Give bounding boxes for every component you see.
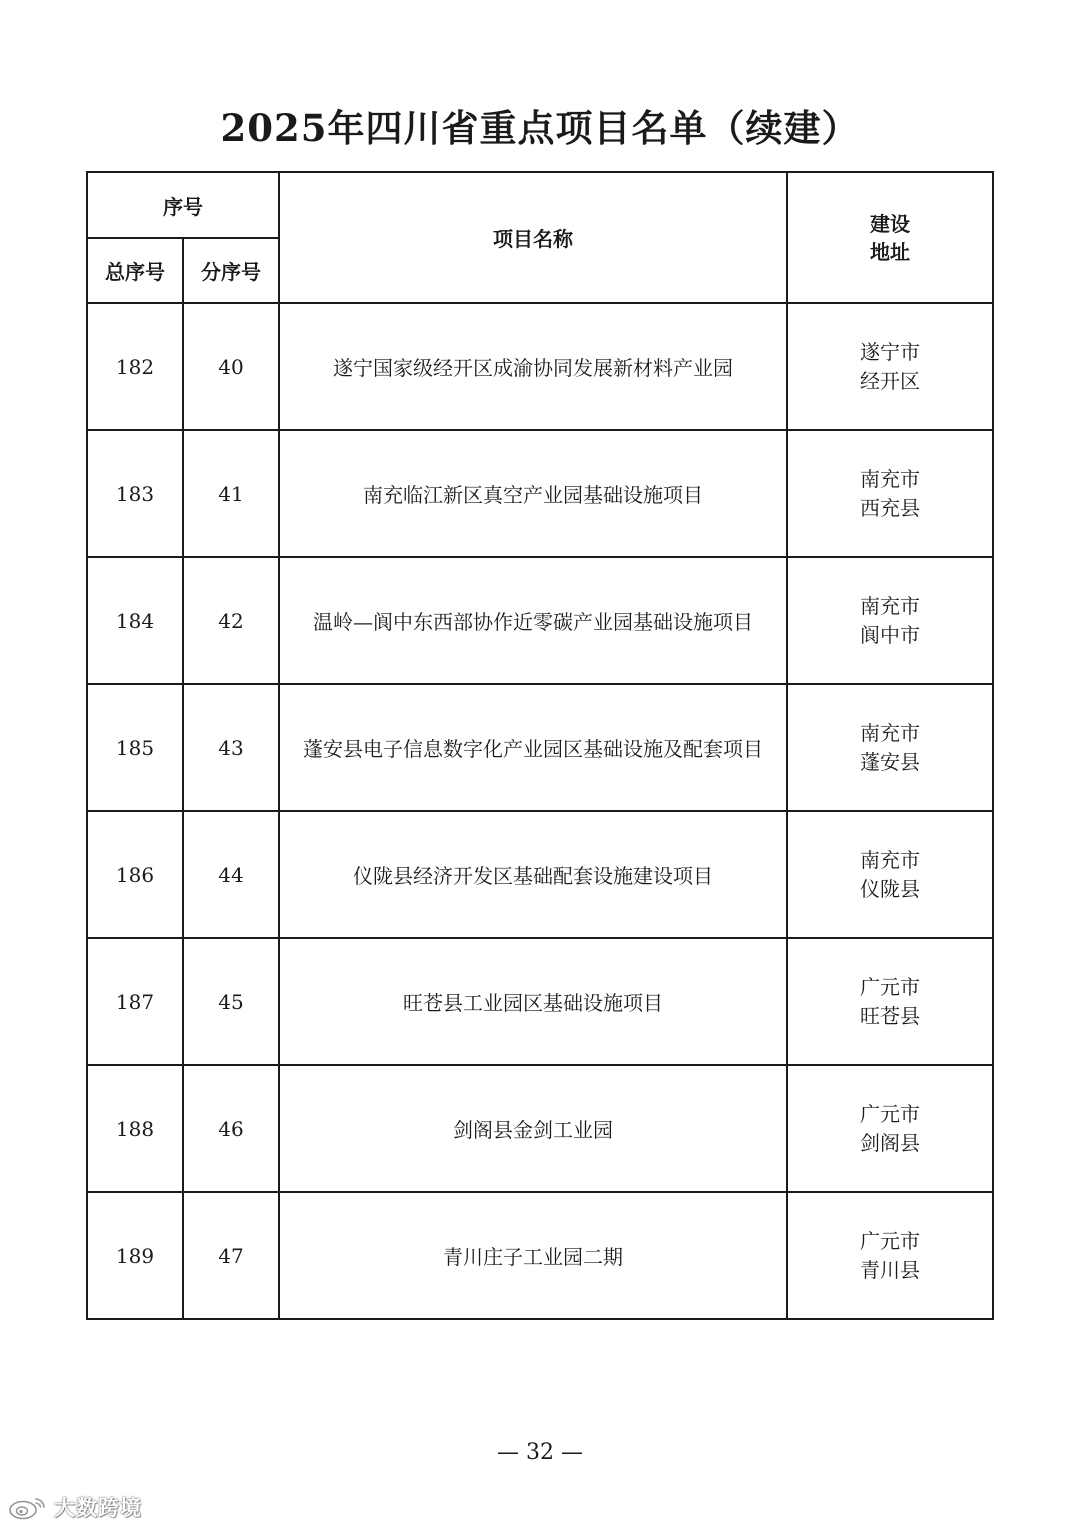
address-district: 经开区 (860, 368, 920, 393)
address-city: 遂宁市 (860, 339, 920, 364)
table-row (87, 303, 993, 430)
header-address-line2: 地址 (870, 239, 910, 264)
project-name-cell: 南充临江新区真空产业园基础设施项目 (279, 430, 787, 557)
table-row (87, 684, 993, 811)
sub-seq-cell: 45 (183, 938, 279, 1065)
sub-seq-cell: 43 (183, 684, 279, 811)
address-cell (787, 1065, 993, 1192)
sub-seq-cell: 40 (183, 303, 279, 430)
total-seq-cell: 183 (87, 430, 183, 557)
table-row (87, 1192, 993, 1319)
weibo-logo-icon (8, 1494, 48, 1520)
document-title: 2025年四川省重点项目名单（续建） (220, 106, 860, 150)
address-cell (787, 684, 993, 811)
total-seq-cell: 182 (87, 303, 183, 430)
project-table (86, 171, 994, 1320)
watermark-text: 大数跨境 (54, 1496, 142, 1520)
header-project-name: 项目名称 (279, 172, 787, 303)
header-address (787, 172, 993, 303)
address-district: 旺苍县 (860, 1003, 920, 1028)
project-name-cell: 遂宁国家级经开区成渝协同发展新材料产业园 (279, 303, 787, 430)
address-cell (787, 811, 993, 938)
table-row (87, 557, 993, 684)
address-district: 青川县 (860, 1257, 920, 1282)
page-number: — 32 — (497, 1440, 583, 1465)
sub-seq-cell: 47 (183, 1192, 279, 1319)
project-name-cell: 仪陇县经济开发区基础配套设施建设项目 (279, 811, 787, 938)
project-name-cell: 青川庄子工业园二期 (279, 1192, 787, 1319)
address-cell (787, 938, 993, 1065)
address-district: 剑阁县 (860, 1130, 920, 1155)
table-row (87, 938, 993, 1065)
address-city: 南充市 (860, 466, 920, 491)
sub-seq-cell: 42 (183, 557, 279, 684)
total-seq-cell: 187 (87, 938, 183, 1065)
address-city: 南充市 (860, 847, 920, 872)
project-name-cell: 剑阁县金剑工业园 (279, 1065, 787, 1192)
project-name-cell: 旺苍县工业园区基础设施项目 (279, 938, 787, 1065)
total-seq-cell: 184 (87, 557, 183, 684)
address-city: 广元市 (860, 1228, 920, 1253)
table-row (87, 430, 993, 557)
sub-seq-cell: 44 (183, 811, 279, 938)
header-seq-group: 序号 (87, 172, 279, 238)
header-sub-seq: 分序号 (183, 238, 279, 303)
total-seq-cell: 188 (87, 1065, 183, 1192)
total-seq-cell: 186 (87, 811, 183, 938)
total-seq-cell: 185 (87, 684, 183, 811)
header-address-line1: 建设 (870, 211, 910, 236)
address-cell (787, 430, 993, 557)
address-cell (787, 557, 993, 684)
header-total-seq: 总序号 (87, 238, 183, 303)
address-cell (787, 1192, 993, 1319)
address-city: 广元市 (860, 974, 920, 999)
project-name-cell: 蓬安县电子信息数字化产业园区基础设施及配套项目 (279, 684, 787, 811)
address-cell (787, 303, 993, 430)
address-city: 南充市 (860, 720, 920, 745)
table-row (87, 1065, 993, 1192)
address-district: 西充县 (860, 495, 920, 520)
sub-seq-cell: 46 (183, 1065, 279, 1192)
watermark (8, 1491, 142, 1523)
address-district: 阆中市 (860, 622, 920, 647)
total-seq-cell: 189 (87, 1192, 183, 1319)
address-city: 广元市 (860, 1101, 920, 1126)
address-district: 仪陇县 (860, 876, 920, 901)
table-row (87, 811, 993, 938)
address-city: 南充市 (860, 593, 920, 618)
project-name-cell: 温岭—阆中东西部协作近零碳产业园基础设施项目 (279, 557, 787, 684)
sub-seq-cell: 41 (183, 430, 279, 557)
address-district: 蓬安县 (860, 749, 920, 774)
